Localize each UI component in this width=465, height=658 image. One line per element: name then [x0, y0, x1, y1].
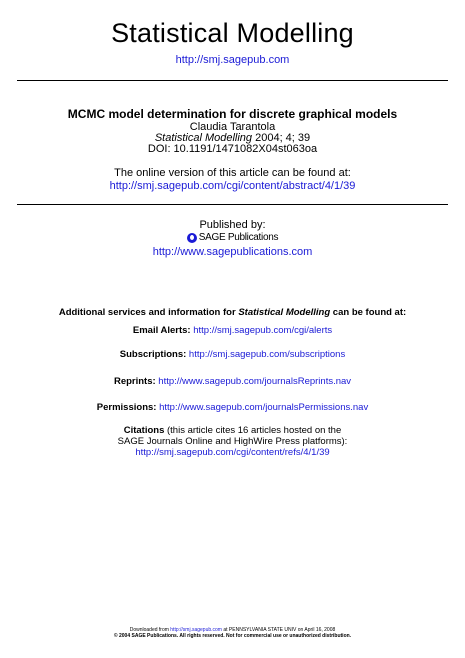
reprints-row [0, 376, 465, 387]
citations-line1 [0, 425, 465, 436]
email-alerts-row [0, 325, 465, 336]
subscriptions-row [0, 349, 465, 360]
journal-title: Statistical Modelling [111, 18, 354, 48]
article-author: Claudia Tarantola [189, 121, 276, 133]
journal-url-container [0, 54, 465, 66]
footer-download-post: at PENNSYLVANIA STATE UNIV on April 16, 2008 [221, 627, 336, 633]
additional-services-heading [0, 307, 465, 318]
permissions-link[interactable]: http://www.sagepub.com/journalsPermissions.nav [159, 402, 369, 413]
top-divider [17, 80, 448, 81]
email-alerts-link[interactable]: http://smj.sagepub.com/cgi/alerts [193, 325, 333, 336]
citations-block [0, 425, 465, 458]
subscriptions-link[interactable]: http://smj.sagepub.com/subscriptions [188, 349, 346, 360]
reprints-label: Reprints: [113, 376, 156, 387]
heading-post: can be found at: [330, 307, 407, 318]
citations-label: Citations [123, 425, 165, 436]
publisher-url-link[interactable]: http://www.sagepublications.com [152, 246, 313, 258]
heading-journal: Statistical Modelling [238, 307, 331, 318]
footer-download-link[interactable]: http://smj.sagepub.com [170, 627, 222, 633]
footer-download-pre: Downloaded from [129, 627, 171, 633]
download-footer [0, 627, 465, 639]
journal-url-link[interactable]: http://smj.sagepub.com [175, 54, 290, 66]
email-alerts-label: Email Alerts: [132, 325, 191, 336]
online-version-link[interactable]: http://smj.sagepub.com/cgi/content/abstract/4/1/39 [109, 179, 356, 192]
online-version-block [0, 167, 465, 192]
publisher-name: SAGE Publications [198, 232, 279, 243]
permissions-row [0, 402, 465, 413]
permissions-label: Permissions: [96, 402, 157, 413]
article-doi: DOI: 10.1191/1471082X04st063oa [147, 143, 318, 155]
citations-text2: SAGE Journals Online and HighWire Press platforms): [117, 436, 348, 447]
citation-volume: 2004; 4; 39 [252, 132, 311, 144]
article-title: MCMC model determination for discrete graphical models [67, 107, 398, 121]
subscriptions-label: Subscriptions: [119, 349, 187, 360]
heading-pre: Additional services and information for [58, 307, 239, 318]
footer-copyright: © 2004 SAGE Publications. All rights reserved. Not for commercial use or unauthorized distribution. [113, 633, 352, 639]
publisher-logo-row [0, 232, 465, 243]
citations-link[interactable]: http://smj.sagepub.com/cgi/content/refs/4/1/39 [135, 447, 330, 458]
middle-divider [17, 204, 448, 205]
citations-text1: (this article cites 16 articles hosted on the [164, 425, 342, 436]
citation-journal: Statistical Modelling [154, 132, 253, 144]
sage-logo-icon [187, 233, 197, 243]
published-by-label: Published by: [199, 219, 266, 231]
publisher-url-container [0, 246, 465, 258]
online-version-text: The online version of this article can be found at: [114, 167, 351, 179]
reprints-link[interactable]: http://www.sagepub.com/journalsReprints.nav [158, 376, 352, 387]
